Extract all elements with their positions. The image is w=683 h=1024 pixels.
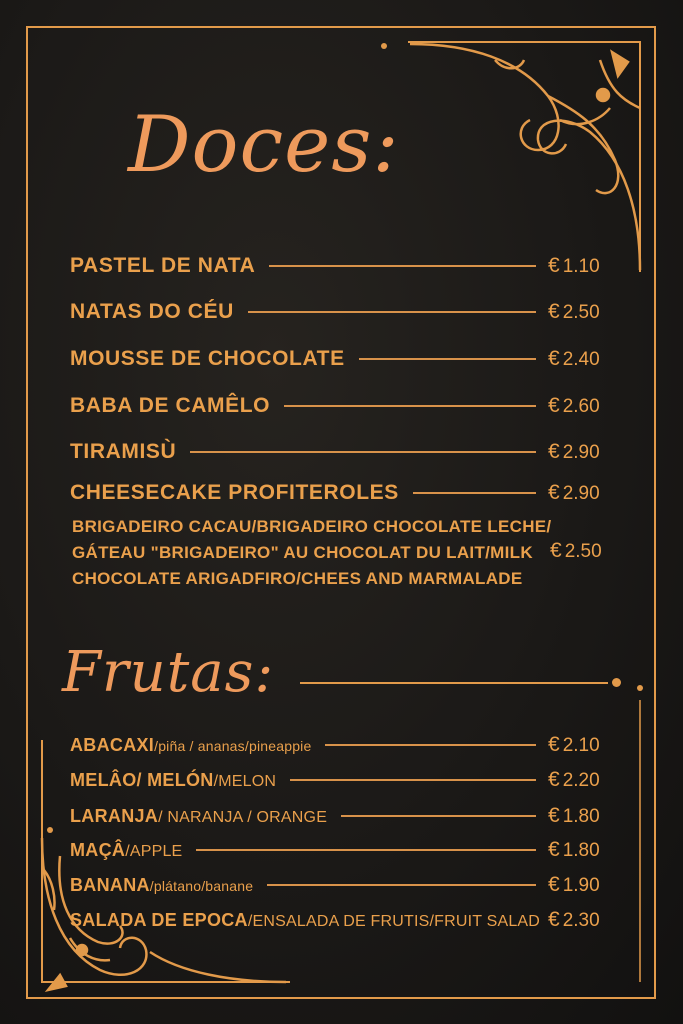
item-name-translations: /plátano/banane bbox=[149, 877, 254, 894]
brigadeiro-price bbox=[550, 539, 602, 563]
item-price bbox=[548, 300, 610, 324]
item-name-translations: /piña / ananas/pineappie bbox=[154, 737, 312, 754]
menu-item[interactable] bbox=[70, 254, 610, 278]
price-value: 1.80 bbox=[562, 840, 600, 861]
item-name-main: LARANJA bbox=[70, 805, 159, 826]
item-name-main: MELÂO/ MELÓN bbox=[70, 769, 214, 790]
price-value: 1.90 bbox=[562, 875, 600, 896]
menu-item[interactable] bbox=[70, 394, 610, 418]
euro-symbol: € bbox=[548, 254, 560, 277]
item-name bbox=[70, 840, 182, 861]
euro-symbol: € bbox=[548, 733, 560, 756]
price-value: 1.80 bbox=[562, 806, 600, 827]
dotted-leader bbox=[267, 884, 536, 886]
item-price bbox=[548, 908, 610, 932]
menu-item[interactable] bbox=[70, 481, 610, 505]
item-name-translations: /ENSALADA DE FRUTIS/FRUIT SALAD bbox=[247, 912, 541, 930]
item-price bbox=[548, 394, 610, 418]
price-value: 2.30 bbox=[562, 910, 600, 931]
fruit-item[interactable] bbox=[70, 768, 610, 792]
price-value: 1.10 bbox=[562, 256, 600, 277]
item-name bbox=[70, 875, 253, 896]
item-name-translations: /MELON bbox=[213, 772, 277, 790]
brigadeiro-line-2: GÁTEAU "BRIGADEIRO" AU CHOCOLAT DU LAIT/MILK bbox=[72, 543, 533, 562]
item-name: MOUSSE DE CHOCOLATE bbox=[70, 347, 345, 370]
item-name-main: BANANA bbox=[70, 874, 150, 895]
item-name: PASTEL DE NATA bbox=[70, 254, 256, 277]
euro-symbol: € bbox=[548, 873, 560, 896]
item-price bbox=[548, 768, 610, 792]
euro-symbol: € bbox=[550, 539, 562, 562]
euro-symbol: € bbox=[548, 347, 560, 370]
dotted-leader bbox=[269, 265, 536, 267]
price-value: 2.50 bbox=[564, 541, 602, 562]
dotted-leader bbox=[248, 311, 536, 313]
item-name: BABA DE CAMÊLO bbox=[70, 394, 271, 417]
euro-symbol: € bbox=[548, 300, 560, 323]
euro-symbol: € bbox=[548, 838, 560, 861]
item-name bbox=[70, 910, 540, 931]
item-price bbox=[548, 733, 610, 757]
item-name bbox=[70, 806, 327, 827]
dotted-leader bbox=[284, 405, 536, 407]
fruit-item[interactable] bbox=[70, 908, 610, 932]
euro-symbol: € bbox=[548, 394, 560, 417]
price-value: 2.20 bbox=[562, 770, 600, 791]
item-name-translations: / NARANJA / ORANGE bbox=[158, 808, 328, 826]
item-price bbox=[548, 873, 610, 897]
euro-symbol: € bbox=[548, 804, 560, 827]
menu-item[interactable] bbox=[70, 300, 610, 324]
euro-symbol: € bbox=[548, 908, 560, 931]
item-name-main: ABACAXI bbox=[70, 734, 155, 755]
menu-item[interactable] bbox=[70, 347, 610, 371]
price-value: 2.10 bbox=[562, 735, 600, 756]
item-name-main: SALADA DE EPOCA bbox=[70, 909, 248, 930]
item-name bbox=[70, 735, 311, 756]
item-price bbox=[548, 481, 610, 505]
brigadeiro-item[interactable] bbox=[72, 514, 552, 592]
fruit-item[interactable] bbox=[70, 804, 610, 828]
item-price bbox=[548, 838, 610, 862]
price-value: 2.60 bbox=[562, 396, 600, 417]
frutas-title-dot bbox=[612, 678, 621, 687]
dotted-leader bbox=[190, 451, 536, 453]
dotted-leader bbox=[290, 779, 536, 781]
doces-title: Doces: bbox=[128, 100, 400, 190]
price-value: 2.90 bbox=[562, 442, 600, 463]
item-price bbox=[548, 440, 610, 464]
price-value: 2.40 bbox=[562, 349, 600, 370]
item-name-translations: /APPLE bbox=[125, 842, 183, 860]
frutas-title: Frutas: bbox=[62, 640, 275, 705]
dotted-leader bbox=[341, 815, 536, 817]
item-name: CHEESECAKE PROFITEROLES bbox=[70, 481, 399, 504]
euro-symbol: € bbox=[548, 440, 560, 463]
dotted-leader bbox=[325, 744, 536, 746]
dotted-leader bbox=[413, 492, 536, 494]
item-name: TIRAMISÙ bbox=[70, 440, 177, 463]
corner-flourish-top-right-icon bbox=[410, 44, 640, 270]
item-name bbox=[70, 770, 276, 791]
menu-item[interactable] bbox=[70, 440, 610, 464]
brigadeiro-line-1: BRIGADEIRO CACAU/BRIGADEIRO CHOCOLATE LECHE/ bbox=[72, 517, 552, 536]
euro-symbol: € bbox=[548, 768, 560, 791]
price-value: 2.90 bbox=[562, 483, 600, 504]
item-name-main: MAÇÂ bbox=[70, 839, 126, 860]
item-price bbox=[548, 347, 610, 371]
item-price bbox=[548, 254, 610, 278]
dotted-leader bbox=[359, 358, 536, 360]
price-value: 2.50 bbox=[562, 302, 600, 323]
item-price bbox=[548, 804, 610, 828]
dotted-leader bbox=[196, 849, 536, 851]
brigadeiro-line-3: CHOCOLATE ARIGADFIRO/CHEES AND MARMALADE bbox=[72, 569, 523, 588]
item-name: NATAS DO CÉU bbox=[70, 300, 234, 323]
euro-symbol: € bbox=[548, 481, 560, 504]
frutas-title-rule bbox=[300, 682, 608, 684]
fruit-item[interactable] bbox=[70, 733, 610, 757]
fruit-item[interactable] bbox=[70, 873, 610, 897]
fruit-item[interactable] bbox=[70, 838, 610, 862]
